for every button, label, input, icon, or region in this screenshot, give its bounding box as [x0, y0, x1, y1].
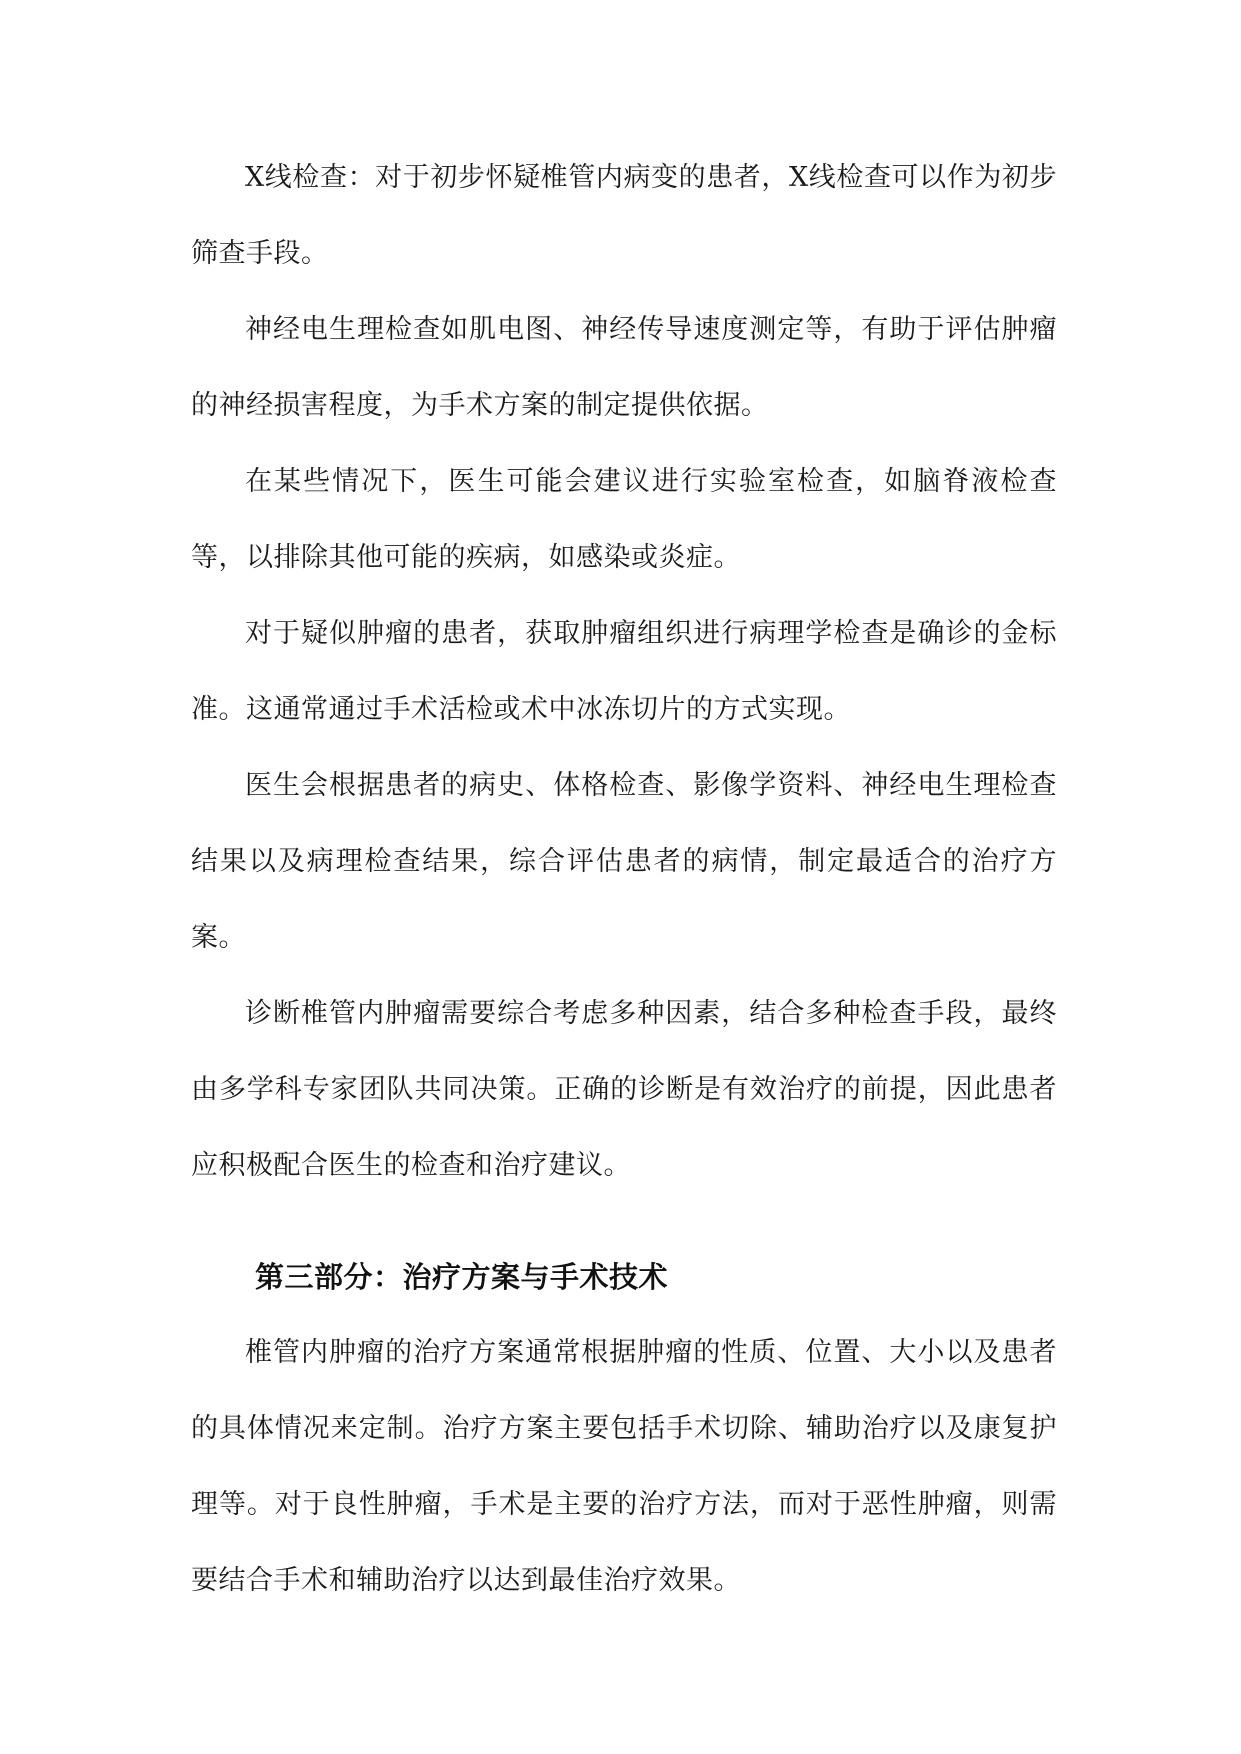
paragraph-treatment-plan: 椎管内肿瘤的治疗方案通常根据肿瘤的性质、位置、大小以及患者的具体情况来定制。治疗方案主要包括手术切除、辅助治疗以及康复护理等。对于良性肿瘤，手术是主要的治疗方法，而对于恶性肿瘤，则需要结合手术和辅助治疗以达到最佳治疗效果。 [191, 1337, 1057, 1596]
paragraph-diagnosis-summary: 诊断椎管内肿瘤需要综合考虑多种因素，结合多种检查手段，最终由多学科专家团队共同决策。正确的诊断是有效治疗的前提，因此患者应积极配合医生的检查和治疗建议。 [191, 998, 1057, 1181]
paragraph-electrophysiology: 神经电生理检查如肌电图、神经传导速度测定等，有助于评估肿瘤的神经损害程度，为手术方案的制定提供依据。 [191, 314, 1057, 421]
document-body [191, 140, 1057, 1619]
paragraph-comprehensive-assessment: 医生会根据患者的病史、体格检查、影像学资料、神经电生理检查结果以及病理检查结果，综合评估患者的病情，制定最适合的治疗方案。 [191, 770, 1057, 953]
section-heading: 第三部分：治疗方案与手术技术 [255, 1260, 669, 1294]
paragraph-pathology: 对于疑似肿瘤的患者，获取肿瘤组织进行病理学检查是确诊的金标准。这通常通过手术活检或术中冰冻切片的方式实现。 [191, 618, 1057, 725]
paragraph-xray: X线检查：对于初步怀疑椎管内病变的患者，X线检查可以作为初步筛查手段。 [191, 162, 1057, 269]
paragraph-lab-tests: 在某些情况下，医生可能会建议进行实验室检查，如脑脊液检查等，以排除其他可能的疾病，如感染或炎症。 [191, 466, 1057, 573]
